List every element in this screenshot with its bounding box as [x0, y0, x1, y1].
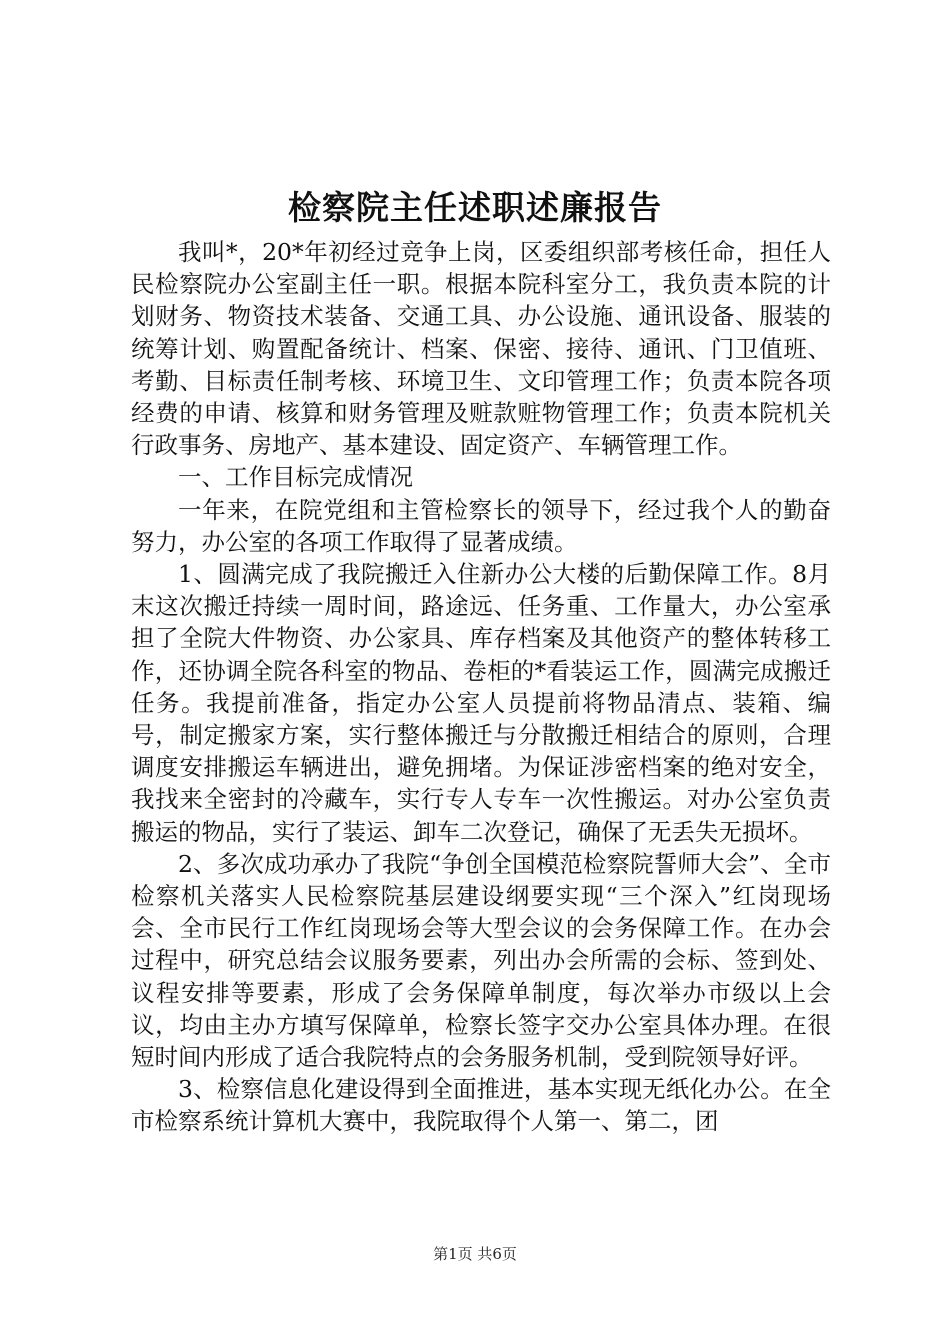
item-3-paragraph: 3、检察信息化建设得到全面推进，基本实现无纸化办公。在全市检察系统计算机大赛中，我院取得个人第一、第二，团 [131, 1075, 831, 1136]
summary-paragraph: 一年来，在院党组和主管检察长的领导下，经过我个人的勤奋努力，办公室的各项工作取得了显著成绩。 [131, 495, 831, 556]
item-1-paragraph: 1、圆满完成了我院搬迁入住新办公大楼的后勤保障工作。8月末这次搬迁持续一周时间，路途远、任务重、工作量大，办公室承担了全院大件物资、办公家具、库存档案及其他资产的整体转移工作，还协调全院各科室的物品、卷柜的*看装运工作，圆满完成搬迁任务。我提前准备，指定办公室人员提前将物品清点、装箱、编号，制定搬家方案，实行整体搬迁与分散搬迁相结合的原则，合理调度安排搬运车辆进出，避免拥堵。为保证涉密档案的绝对安全，我找来全密封的冷藏车，实行专人专车一次性搬运。对办公室负责搬运的物品，实行了装运、卸车二次登记，确保了无丢失无损坏。 [131, 560, 831, 846]
document-body [131, 236, 831, 1138]
item-2-paragraph: 2、多次成功承办了我院“争创全国模范检察院誓师大会”、全市检察机关落实人民检察院基层建设纲要实现“三个深入”红岗现场会、全市民行工作红岗现场会等大型会议的会务保障工作。在办会过程中，研究总结会议服务要素，列出办会所需的会标、签到处、议程安排等要素，形成了会务保障单制度，每次举办市级以上会议，均由主办方填写保障单，检察长签字交办公室具体办理。在很短时间内形成了适合我院特点的会务服务机制，受到院领导好评。 [131, 849, 831, 1072]
intro-paragraph: 我叫*，20*年初经过竞争上岗，区委组织部考核任命，担任人民检察院办公室副主任一职。根据本院科室分工，我负责本院的计划财务、物资技术装备、交通工具、办公设施、通讯设备、服装的统筹计划、购置配备统计、档案、保密、接待、通讯、门卫值班、考勤、目标责任制考核、环境卫生、文印管理工作；负责本院各项经费的申请、核算和财务管理及赃款赃物管理工作；负责本院机关行政事务、房地产、基本建设、固定资产、车辆管理工作。 [131, 238, 831, 460]
section-heading: 一、工作目标完成情况 [178, 463, 413, 492]
document-title: 检察院主任述职述廉报告 [288, 188, 662, 227]
page-footer: 第1页 共6页 [433, 1245, 517, 1263]
